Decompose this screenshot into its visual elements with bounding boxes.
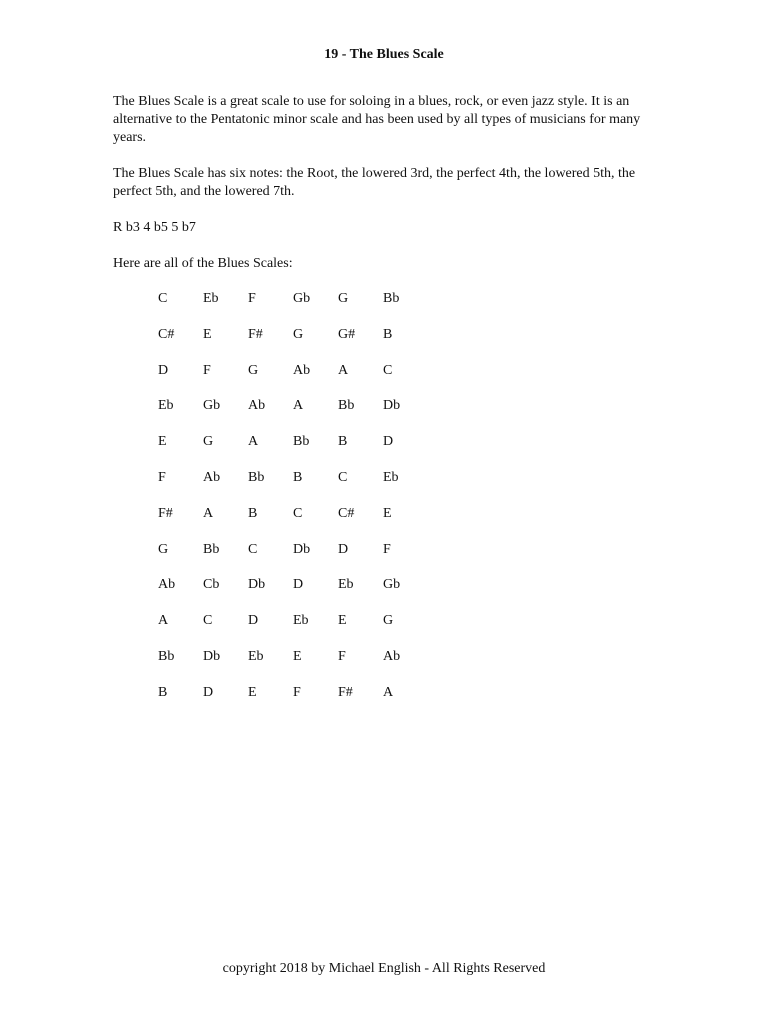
scale-note: Ab — [248, 398, 266, 414]
scale-note: B — [158, 684, 168, 700]
scale-note: F# — [338, 684, 353, 700]
scale-note: D — [158, 362, 169, 378]
scale-note: Db — [293, 541, 311, 557]
scale-row — [158, 576, 428, 612]
scales-intro: Here are all of the Blues Scales: — [113, 256, 293, 271]
scale-note: Db — [203, 648, 221, 664]
scale-note: D — [293, 577, 304, 593]
scale-note: Ab — [293, 362, 311, 378]
scale-note: Eb — [158, 398, 174, 414]
copyright-footer: copyright 2018 by Michael English - All Rights Reserved — [222, 961, 546, 976]
scale-row — [158, 362, 428, 398]
scale-row — [158, 684, 428, 720]
blues-scales-table — [158, 290, 428, 720]
scale-note: F# — [158, 505, 173, 521]
scale-note: F — [338, 648, 346, 664]
scale-row — [158, 648, 428, 684]
scale-note: G — [248, 362, 259, 378]
scale-note: C# — [338, 505, 355, 521]
scale-note: F — [158, 469, 166, 485]
scale-note: E — [338, 613, 347, 629]
scale-note: Eb — [248, 648, 264, 664]
scale-note: F — [203, 362, 211, 378]
scale-note: D — [338, 541, 349, 557]
scale-note: Ab — [383, 648, 401, 664]
scale-note: Db — [383, 398, 401, 414]
scale-note: Eb — [293, 613, 309, 629]
scale-note: E — [248, 684, 257, 700]
scale-note: B — [338, 434, 348, 450]
scale-note: B — [248, 505, 258, 521]
scale-note: F — [383, 541, 391, 557]
scale-note: B — [293, 469, 303, 485]
scale-note: G# — [338, 326, 356, 342]
scale-row — [158, 469, 428, 505]
scale-note: D — [203, 684, 214, 700]
scale-note: Ab — [158, 577, 176, 593]
scale-note: A — [293, 398, 304, 414]
scale-note: A — [383, 684, 394, 700]
scale-note: B — [383, 326, 393, 342]
intro-paragraph: The Blues Scale is a great scale to use for soloing in a blues, rock, or even jazz style. It is an alternative to the Pentatonic minor scale and has been used by all types of musicians for many years. — [113, 94, 641, 145]
scale-row — [158, 290, 428, 326]
scale-note: D — [383, 434, 394, 450]
scale-note: F — [293, 684, 301, 700]
scale-note: E — [293, 648, 302, 664]
scale-row — [158, 612, 428, 648]
scale-row — [158, 397, 428, 433]
scale-note: G — [338, 291, 349, 306]
scale-note: C — [383, 362, 393, 378]
scale-row — [158, 433, 428, 469]
scale-row — [158, 505, 428, 541]
scale-note: Cb — [203, 577, 220, 593]
scale-note: E — [203, 326, 212, 342]
scale-note: F — [248, 291, 256, 306]
scale-note: G — [293, 326, 304, 342]
scale-note: Bb — [383, 291, 400, 306]
scale-note: Bb — [158, 648, 175, 664]
scale-note: G — [203, 434, 214, 450]
scale-note: Bb — [293, 434, 310, 450]
scale-note: Bb — [248, 469, 265, 485]
scale-note: Eb — [203, 291, 219, 306]
scale-note: C — [338, 469, 348, 485]
scale-note: E — [158, 434, 167, 450]
scale-note: A — [203, 505, 214, 521]
scale-note: E — [383, 505, 392, 521]
scale-note: G — [158, 541, 169, 557]
scale-note: Gb — [203, 398, 221, 414]
scale-note: C — [203, 613, 213, 629]
scale-note: Db — [248, 577, 266, 593]
scale-note: Gb — [293, 291, 311, 306]
scale-note: Bb — [338, 398, 355, 414]
scale-note: Eb — [383, 469, 399, 485]
scale-note: C — [158, 291, 168, 306]
scale-note: A — [248, 434, 259, 450]
scale-note: A — [158, 613, 169, 629]
scale-note: Gb — [383, 577, 401, 593]
scale-row — [158, 541, 428, 577]
scale-note: G — [383, 613, 394, 629]
notes-paragraph: The Blues Scale has six notes: the Root, the lowered 3rd, the perfect 4th, the lowered 5th, the perfect 5th, and the lowered 7th. — [113, 166, 636, 199]
scale-note: Ab — [203, 469, 221, 485]
scale-note: Eb — [338, 577, 354, 593]
scale-note: C — [248, 541, 258, 557]
page-title: 19 - The Blues Scale — [324, 47, 444, 62]
scale-note: Bb — [203, 541, 220, 557]
scale-row — [158, 326, 428, 362]
scale-note: A — [338, 362, 349, 378]
scale-formula: R b3 4 b5 5 b7 — [113, 220, 196, 235]
scale-note: D — [248, 613, 259, 629]
scale-note: F# — [248, 326, 263, 342]
scale-note: C# — [158, 326, 175, 342]
scale-note: C — [293, 505, 303, 521]
